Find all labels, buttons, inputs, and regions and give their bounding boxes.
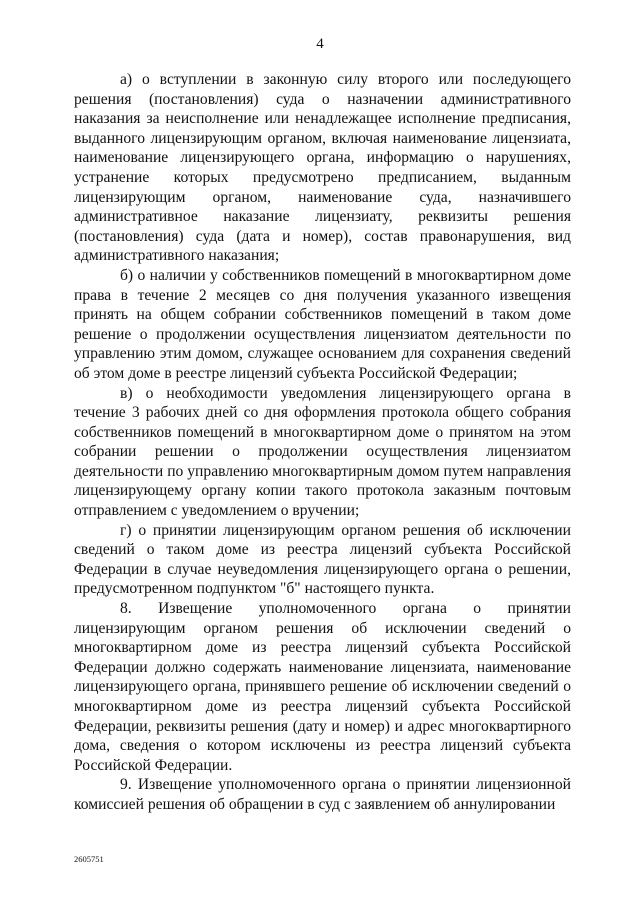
paragraph-g: г) о принятии лицензирующим органом решения об исключении сведений о таком доме из реестра лицензий субъекта Российской Федерации в случае неуведомления лицензирующего органа о решении, предусмотренном подпунктом "б" настоящего пункта.: [74, 521, 571, 598]
paragraph-v: в) о необходимости уведомления лицензирующего органа в течение 3 рабочих дней со дня оформления протокола общего собрания собственников помещений в многоквартирном доме о принятом на этом собрании решении о продолжении осуществления лицензиатом деятельности по управлению многоквартирным домом путем направления лицензирующему органу копии такого протокола заказным почтовым отправлением с уведомлением о вручении;: [74, 384, 571, 520]
document-code: 2605751: [74, 854, 104, 864]
paragraph-8: 8. Извещение уполномоченного органа о принятии лицензирующим органом решения об исключении сведений о многоквартирном доме из реестра лицензий субъекта Российской Федерации должно содержать наименование лицензиата, наименование лицензирующего органа, принявшего решение об исключении сведений о многоквартирном доме из реестра лицензий субъекта Российской Федерации, реквизиты решения (дату и номер) и адрес многоквартирного дома, сведения о котором исключены из реестра лицензий субъекта Российской Федерации.: [74, 600, 571, 774]
document-body: [74, 70, 571, 815]
page-number: 4: [316, 36, 324, 52]
paragraph-a: а) о вступлении в законную силу второго или последующего решения (постановления) суда о назначении административного наказания за неисполнение или ненадлежащее исполнение предписания, выданного лицензирующим органом, включая наименование лицензиата, наименование лицензирующего органа, информацию о нарушениях, устранение которых предусмотрено предписанием, выданным лицензирующим органом, наименование суда, назначившего административное наказание лицензиату, реквизиты решения (постановления) суда (дата и номер), состав правонарушения, вид административного наказания;: [74, 71, 571, 265]
paragraph-b: б) о наличии у собственников помещений в многоквартирном доме права в течение 2 месяцев со дня получения указанного извещения принять на общем собрании собственников помещений в таком доме решение о продолжении осуществления лицензиатом деятельности по управлению этим домом, служащее основанием для сохранения сведений об этом доме в реестре лицензий субъекта Российской Федерации;: [74, 266, 571, 382]
paragraph-9: 9. Извещение уполномоченного органа о принятии лицензионной комиссией решения об обращении в суд с заявлением об аннулировании: [74, 776, 571, 813]
